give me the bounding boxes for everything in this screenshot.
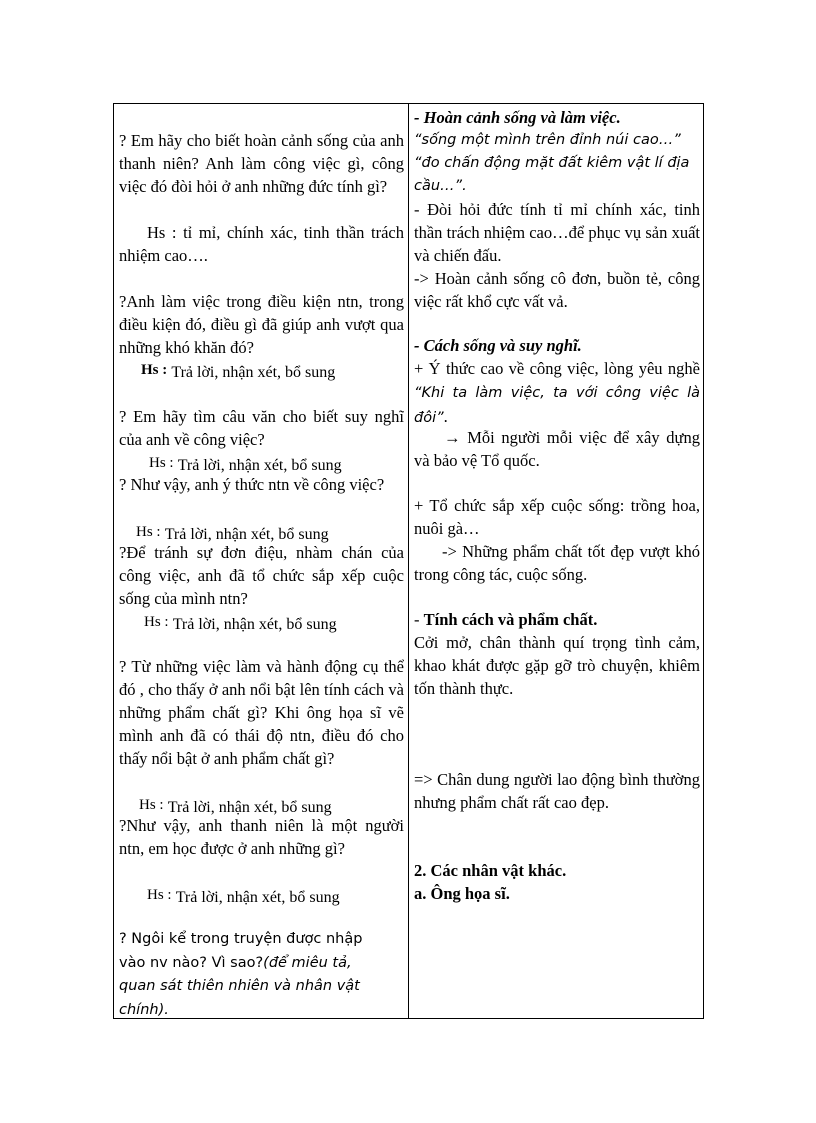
- content-column: [414, 104, 700, 1018]
- heading-text: Tính cách và phẩm chất.: [423, 610, 598, 629]
- question-text: ? Ngôi kể trong truyện được nhập vào nv nào? Vì sao?: [119, 931, 363, 971]
- question-living-conditions: ? Em hãy cho biết hoàn cảnh sống của anh thanh niên? Anh làm công việc gì, công việc đó đòi hỏi ở anh những đức tính gì?: [119, 131, 404, 196]
- teacher-activity-column: [119, 104, 404, 1018]
- lesson-table: [113, 103, 704, 1019]
- question-organize-life: ?Để tránh sự đơn điệu, nhàm chán của công việc, anh đã tổ chức sắp xếp cuộc sống của mình ntn?: [119, 543, 404, 608]
- quote-mountain-top: “sống một mình trên đỉnh núi cao…”: [414, 132, 681, 148]
- heading-living-working-conditions: - Hoàn cảnh sống và làm việc.: [414, 108, 621, 127]
- hs-label: Hs :: [149, 455, 174, 471]
- question-answer-note: (để miêu tả, quan sát thiên nhiên và nhân vật chính).: [119, 954, 360, 1018]
- hs-label: Hs :: [136, 524, 161, 540]
- student-response-4: [119, 612, 404, 637]
- question-work-awareness: ? Như vậy, anh ý thức ntn về công việc?: [119, 475, 385, 494]
- hs-response-text: Trả lời, nhận xét, bổ sung: [164, 526, 329, 543]
- awareness-quote: “Khi ta làm việc, ta với công việc là đôi”: [414, 385, 700, 426]
- required-qualities: - Đòi hỏi đức tính tỉ mỉ chính xác, tinh thần trách nhiệm cao…để phục vụ sản xuất và chiến đấu.: [414, 200, 700, 265]
- question-working-conditions: ?Anh làm việc trong điều kiện ntn, trong điều kiện đó, điều gì đã giúp anh vượt qua những khó khăn đó?: [119, 292, 404, 357]
- heading-other-characters: 2. Các nhân vật khác.: [414, 861, 567, 880]
- hs-response-text: Trả lời, nhận xét, bổ sung: [167, 799, 332, 816]
- hs-label: Hs :: [141, 362, 168, 378]
- hs-label: Hs :: [144, 614, 169, 630]
- conclusion-lonely-life: -> Hoàn cảnh sống cô đơn, buồn tẻ, công việc rất khổ cực vất vả.: [414, 269, 700, 311]
- column-divider: [408, 104, 409, 1018]
- organize-life: + Tổ chức sắp xếp cuộc sống: trồng hoa, nuôi gà…: [414, 496, 700, 538]
- heading-personality: [414, 608, 700, 631]
- hs-response-text: Trả lời, nhận xét, bổ sung: [171, 364, 336, 381]
- work-awareness: [414, 357, 700, 430]
- awareness-text: + Ý thức cao về công việc, lòng yêu nghề: [414, 359, 700, 378]
- question-narrative-point-of-view: [119, 928, 404, 1018]
- each-person-each-job: → Mỗi người mỗi việc để xây dựng và bảo vệ Tổ quốc.: [414, 428, 700, 470]
- heading-dash: -: [414, 610, 420, 629]
- quote-end: .: [462, 178, 467, 194]
- student-response-1: [119, 360, 404, 385]
- quote-text: “đo chấn động mặt đất kiêm vật lí địa cầu…”: [414, 155, 690, 194]
- awareness-end: .: [443, 407, 448, 426]
- question-what-we-learn: ?Như vậy, anh thanh niên là một người ntn, em học được ở anh những gì?: [119, 816, 404, 858]
- personality-description: Cởi mở, chân thành quí trọng tình cảm, khao khát được gặp gỡ trò chuyện, khiêm tốn thành thực.: [414, 633, 700, 698]
- portrait-conclusion: => Chân dung người lao động bình thường nhưng phẩm chất rất cao đẹp.: [414, 770, 700, 812]
- hs-label: Hs :: [139, 797, 164, 813]
- hs-label: Hs :: [147, 887, 172, 903]
- question-find-sentence: ? Em hãy tìm câu văn cho biết suy nghĩ của anh về công việc?: [119, 407, 404, 449]
- heading-painter: a. Ông họa sĩ.: [414, 884, 510, 903]
- heading-lifestyle-thinking: - Cách sống và suy nghĩ.: [414, 336, 582, 355]
- hs-response-text: Trả lời, nhận xét, bổ sung: [175, 889, 340, 906]
- student-answer-qualities: Hs : tỉ mỉ, chính xác, tinh thần trách nhiệm cao….: [119, 223, 404, 265]
- student-response-6: [119, 885, 404, 910]
- question-personality-qualities: ? Từ những việc làm và hành động cụ thể đó , cho thấy ở anh nổi bật lên tính cách và những phẩm chất gì? Khi ông họa sĩ vẽ mình anh đã có thái độ ntn, điều đó cho thấy nổi bật ở anh phẩm chất gì?: [119, 657, 404, 768]
- hs-response-text: Trả lời, nhận xét, bổ sung: [177, 457, 342, 474]
- quote-measure-earthquake: [414, 152, 700, 198]
- overcoming-difficulties: -> Những phẩm chất tốt đẹp vượt khó trong công tác, cuộc sống.: [414, 542, 700, 584]
- hs-response-text: Trả lời, nhận xét, bổ sung: [172, 616, 337, 633]
